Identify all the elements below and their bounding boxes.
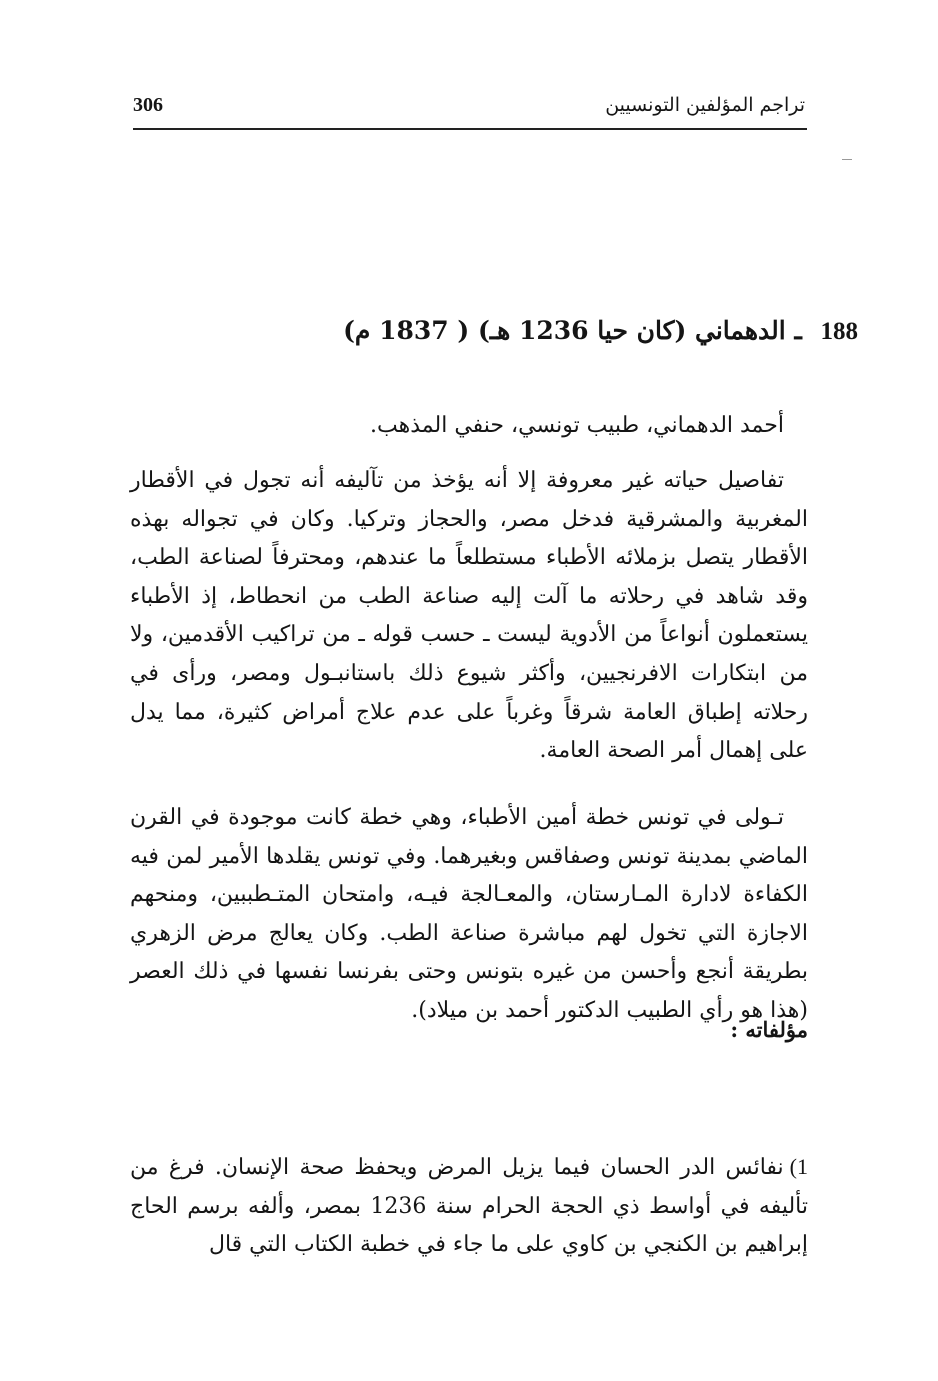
entry-title: ـ الدهماني (كان حيا 1236 هـ) ( 1837 م) (343, 316, 802, 345)
entry-identity: أحمد الدهماني، طبيب تونسي، حنفي المذهب. (370, 413, 784, 438)
page-number: 306 (133, 94, 163, 116)
entry-heading (338, 316, 858, 346)
works-list (130, 1148, 808, 1265)
biography-paragraph: تفاصيل حياته غير معروفة إلا أنه يؤخذ من تآليفه أنه تجول في الأقطار المغربية والمشرقية فدخل مصر، والحجاز وتركيا. وكان في تجواله بهذه الأقطار يتصل بزملائه الأطباء مستطلعاً ما عندهم، ومحترفاً لصناعة الطب، وقد شاهد في رحلاته ما آلت إليه صناعة الطب من انحطاط، إذ الأطباء يستعملون أنواعاً من الأدوية ليست ـ حسب قوله ـ من تراكيب الأقدمين، ولا من ابتكارات الافرنجيين، وأكثر شيوع ذلك باستانبـول ومصر، ورأى في رحلاته إطباق العامة شرقاً وغرباً على عدم علاج أمراض كثيرة، مما يدل على إهمال أمر الصحة العامة. (130, 468, 808, 764)
work-text: نفائس الدر الحسان فيما يزيل المرض ويحفظ صحة الإنسان. فرغ من تأليفه في أواسط ذي الحجة الحرام سنة 1236 بمصر، وألفه برسم الحاج إبراهيم بن الكنجي بن كاوي على ما جاء في خطبة الكتاب التي قال (130, 1155, 808, 1258)
work-number: 1) (789, 1154, 808, 1179)
works-list-item (130, 1148, 808, 1265)
running-head (133, 94, 805, 130)
header-rule (133, 128, 807, 130)
biography-paragraph: تـولى في تونس خطة أمين الأطباء، وهي خطة كانت موجودة في القرن الماضي بمدينة تونس وصفاقس وبغيرهما. وفي تونس يقلدها الأمير لمن فيه الكفاءة لادارة المـارستان، والمعـالجة فيـه، وامتحان المتـطببين، ومنحهم الاجازة التي تخول لهم مباشرة صناعة الطب. وكان يعالج مرض الزهري بطريقة أنجع وأحسن من غيره بتونس وحتى بفرنسا نفسها في ذلك العصر (هذا هو رأي الطبيب الدكتور أحمد بن ميلاد). (130, 805, 808, 1023)
running-title: تراجم المؤلفين التونسيين (605, 94, 805, 116)
entry-number: 188 (820, 318, 858, 345)
works-heading: مؤلفاته : (730, 1017, 808, 1042)
margin-mark (842, 159, 852, 160)
